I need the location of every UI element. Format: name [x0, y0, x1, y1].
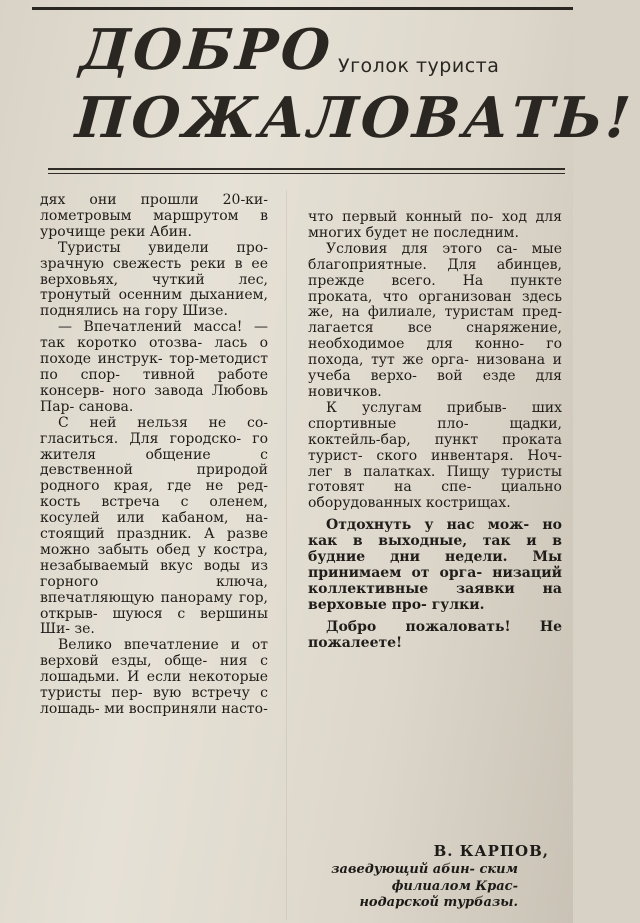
right-paragraph-3: К услугам прибыв- ших спортивные пло- щадки, коктейль-бар, пункт проката турист- ского инвентаря. Ноч- лег в палатках. Пищу туристы готовят на спе- циально оборудованных кострищах. [308, 399, 562, 512]
right-paragraph-2: Условия для этого са- мые благоприятные. Для абинцев, прежде всего. На пункте проката, что организован здесь же, на филиале, туристам пред- лагается все снаряжение, необходимое для конно- го похода, тут же орга- низована и учеба верхо- вой езде для новичков. [308, 240, 562, 400]
headline-line-2: ПОЖАЛОВАТЬ! [73, 85, 636, 151]
left-column [40, 193, 268, 718]
left-paragraph-4: С ней нельзя не со- гласиться. Для городско- го жителя общение с девственной природой родного края, где не ред- кость встреча с оленем, косулей или кабаном, на- стоящий праздник. А разве можно забыть обед у костра, незабываемый вкус воды из горного ключа, впечатляющую панораму гор, открыв- шуюся с вершины Ши- зе. [40, 414, 268, 638]
rubric-label: Уголок туриста [338, 55, 500, 77]
column-gutter [286, 190, 287, 920]
header-rule-thin [48, 173, 565, 174]
headline-line-1: ДОБРО [78, 17, 336, 83]
author-title: заведующий абин- ским филиалом Крас- нодарской турбазы. [331, 862, 518, 910]
top-rule [32, 7, 573, 10]
left-paragraph-5: Велико впечатление и от верховй езды, обще- ния с лошадьми. И если некоторые туристы пер- вую встречу с лошадь- ми восприняли насто- [40, 637, 268, 717]
right-bold-paragraph-1: Отдохнуть у нас мож- но как в выходные, так и в будние дни недели. Мы принимаем от орга- низаций коллективные заявки на верховые про- гулки. [308, 517, 562, 613]
header-rule-thick [48, 168, 565, 170]
left-paragraph-1: дях они прошли 20-ки- лометровым маршрутом в урочище реки Абин. [40, 192, 268, 240]
headline [73, 18, 640, 150]
right-paragraph-1: что первый конный по- ход для многих будет не последним. [308, 209, 562, 241]
right-bold-paragraph-2: Добро пожаловать! Не пожалеете! [308, 618, 562, 651]
left-paragraph-3: — Впечатлений масса! — так коротко отозва- лась о походе инструк- тор-методист по спор- тивной работе консерв- ного завода Любовь Пар- санова. [40, 319, 268, 415]
left-paragraph-2: Туристы увидели про- зрачную свежесть реки в ее верховьях, чуткий лес, тронутый осенним дыханием, поднялись на гору Шизе. [40, 239, 268, 320]
author-name: В. КАРПОВ, [433, 842, 549, 860]
right-column [308, 210, 562, 651]
